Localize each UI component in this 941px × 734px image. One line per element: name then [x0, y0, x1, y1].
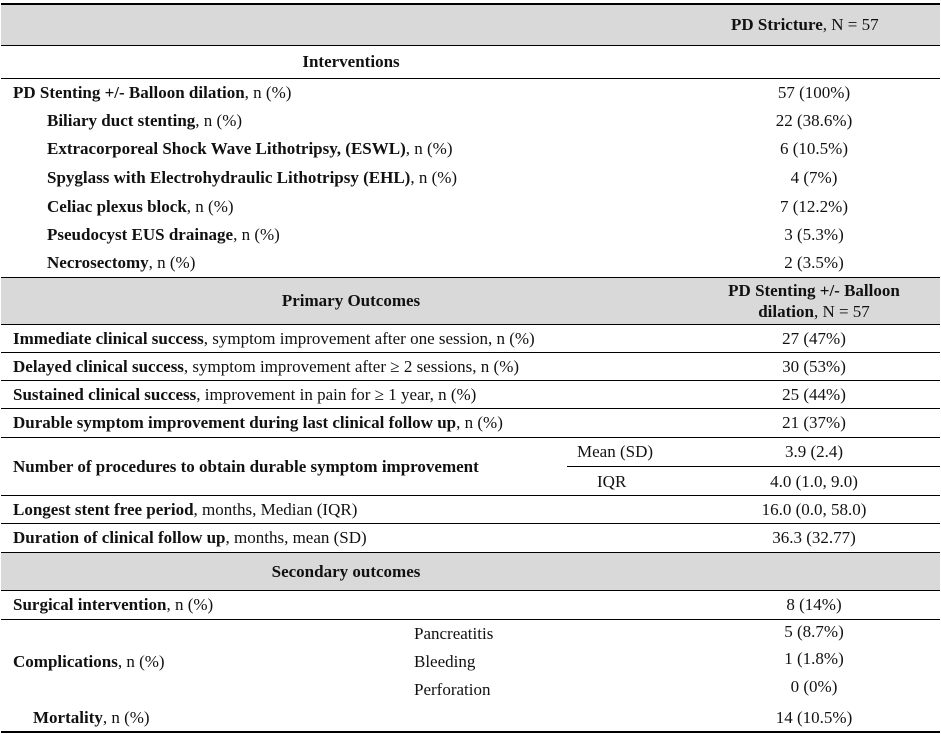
- complication-pancreatitis: Pancreatitis: [414, 624, 494, 643]
- section-header-interventions: [1, 46, 940, 79]
- row-value: 0 (0%): [790, 677, 838, 696]
- row-label: Pseudocyst EUS drainage , n (%): [47, 225, 280, 244]
- row-value: 21 (37%): [782, 413, 846, 432]
- row-label: Extracorporeal Shock Wave Lithotripsy, (ESWL) , n (%): [47, 139, 453, 158]
- section-title: Primary Outcomes: [281, 291, 421, 310]
- row-label: Delayed clinical success , symptom improvement after ≥ 2 sessions, n (%): [13, 356, 520, 376]
- row-label: Surgical intervention , n (%): [13, 595, 214, 614]
- row-value: 4 (7%): [790, 167, 838, 187]
- section-header-secondary-outcomes: [1, 553, 940, 591]
- row-label: Biliary duct stenting , n (%): [47, 111, 243, 130]
- row-value: 2 (3.5%): [784, 253, 844, 272]
- row-value: 7 (12.2%): [780, 196, 848, 216]
- procedures-iqr-row: [567, 467, 940, 496]
- row-value: 36.3 (32.77): [772, 528, 856, 547]
- table-row: [1, 163, 940, 192]
- row-value: 14 (10.5%): [775, 707, 853, 727]
- table-row-procedures: [1, 438, 940, 496]
- table-row: [1, 135, 940, 163]
- table-row: [1, 496, 940, 524]
- complication-perforation: Perforation: [414, 680, 491, 699]
- section-header-primary-outcomes: [1, 278, 940, 325]
- row-value: 27 (47%): [782, 328, 846, 348]
- row-value: 6 (10.5%): [780, 139, 848, 158]
- row-label: Durable symptom improvement during last clinical follow up , n (%): [13, 413, 503, 432]
- column-header-pd-stricture: PD Stricture , N = 57: [731, 15, 879, 34]
- row-value: 3.9 (2.4): [784, 442, 844, 461]
- row-label: PD Stenting +/- Balloon dilation , n (%): [13, 83, 292, 102]
- row-value: 5 (8.7%): [784, 622, 844, 641]
- table-row: [1, 524, 940, 553]
- row-label: Duration of clinical follow up , months, mean (SD): [13, 528, 367, 547]
- table-row: [1, 249, 940, 278]
- table-row: [1, 353, 940, 381]
- table-header-row: [1, 3, 940, 46]
- row-value: 16.0 (0.0, 58.0): [761, 499, 867, 519]
- row-label: Number of procedures to obtain durable symptom improvement: [13, 456, 479, 476]
- table-row: [1, 325, 940, 353]
- outcomes-table: [1, 0, 940, 734]
- row-label: Complications , n (%): [13, 652, 165, 671]
- row-label: Longest stent free period , months, Median (IQR): [13, 499, 358, 519]
- row-label: Necrosectomy , n (%): [47, 253, 196, 272]
- row-value: 1 (1.8%): [784, 649, 844, 668]
- procedures-mean-row: [567, 438, 940, 467]
- row-value: 22 (38.6%): [775, 111, 853, 130]
- sub-label-iqr: IQR: [597, 471, 627, 491]
- table-row: [1, 192, 940, 221]
- row-value: 57 (100%): [777, 83, 851, 102]
- sub-label-mean-sd: Mean (SD): [577, 442, 654, 461]
- row-value: 4.0 (1.0, 9.0): [770, 471, 858, 491]
- table-row: [1, 409, 940, 438]
- section-title: Interventions: [302, 52, 400, 71]
- row-label: Mortality , n (%): [33, 707, 150, 727]
- row-value: 8 (14%): [786, 595, 842, 614]
- section-title: Secondary outcomes: [271, 561, 421, 581]
- column-header-pd-stenting: PD Stenting +/- Balloon dilation, N = 57: [728, 281, 900, 321]
- table-row-complications: [1, 620, 940, 704]
- table-row: [1, 221, 940, 249]
- table-row: [1, 79, 940, 107]
- table-row: [1, 107, 940, 135]
- complication-bleeding: Bleeding: [414, 652, 476, 671]
- row-label: Immediate clinical success , symptom improvement after one session, n (%): [13, 328, 535, 348]
- row-label: Sustained clinical success , improvement in pain for ≥ 1 year, n (%): [13, 384, 477, 404]
- table-row: [1, 591, 940, 620]
- table-row: [1, 704, 940, 733]
- row-label: Celiac plexus block , n (%): [47, 196, 234, 216]
- row-value: 25 (44%): [782, 384, 846, 404]
- table-row: [1, 381, 940, 409]
- row-label: Spyglass with Electrohydraulic Lithotripsy (EHL) , n (%): [47, 167, 458, 187]
- row-value: 30 (53%): [782, 356, 846, 376]
- row-value: 3 (5.3%): [784, 225, 844, 244]
